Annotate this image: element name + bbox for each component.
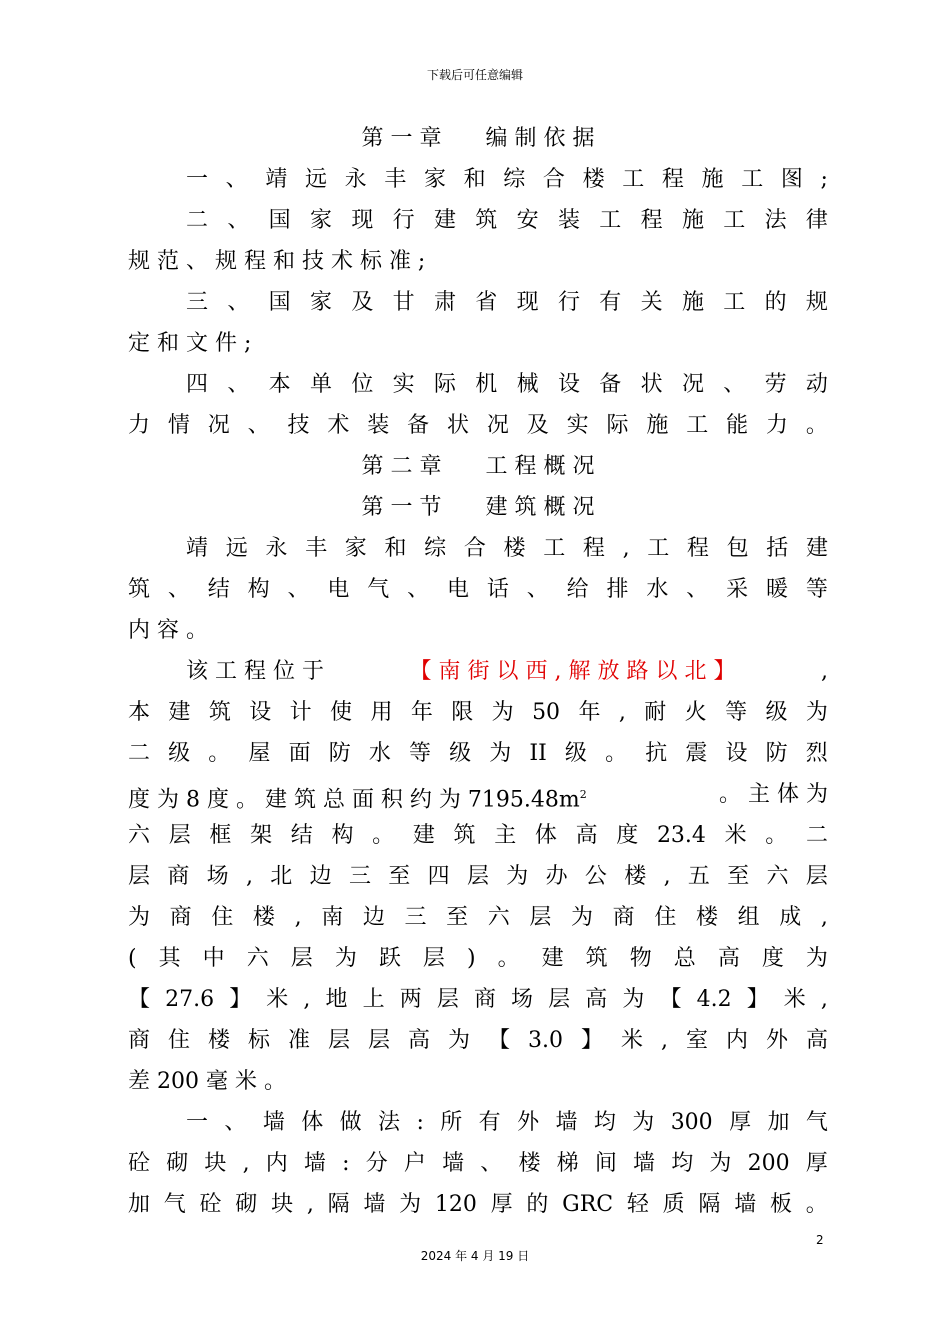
section-1-title: 第 一 节 建 筑 概 况 [361,495,595,520]
area-unit-superscript: 2 [579,788,587,801]
basis-item-1: 一 、 靖 远 永 丰 家 和 综 合 楼 工 程 施 工 图 ; [186,167,828,192]
overview-para-2-line-7: 为 商 住 楼 , 南 边 三 至 六 层 为 商 住 楼 组 成 , [128,905,828,930]
area-text-end: 。 主 体 为 [719,782,828,807]
overview-para-2-line-8: ( 其 中 六 层 为 跃 层 ) 。 建 筑 物 总 高 度 为 [128,946,828,971]
overview-para-2-line-2: 本 建 筑 设 计 使 用 年 限 为 50 年 , 耐 火 等 级 为 [128,700,828,725]
overview-para-2-line-5: 六 层 框 架 结 构 。 建 筑 主 体 高 度 23.4 米 。 二 [128,823,828,848]
overview-para-1-line-1: 靖 远 永 丰 家 和 综 合 楼 工 程 , 工 程 包 括 建 [186,536,828,561]
wall-para-line-3: 加 气 砼 砌 块 , 隔 墙 为 120 厚 的 GRC 轻 质 隔 墙 板 。 [128,1192,828,1217]
basis-item-2-line-2: 规 范 、 规 程 和 技 术 标 准 ; [128,249,426,274]
basis-item-3-line-1: 三 、 国 家 及 甘 肃 省 现 行 有 关 施 工 的 规 [186,290,828,315]
overview-para-2-line-4 [128,774,828,815]
page-header: 下载后可任意编辑 [426,68,523,82]
area-text: 度 为 8 度 。 建 筑 总 面 积 约 为 $7195.48m^2$ [128,787,587,813]
overview-para-1-line-3: 内 容 。 [128,618,208,643]
basis-item-2-line-1: 二 、 国 家 现 行 建 筑 安 装 工 程 施 工 法 律 [186,208,828,233]
overview-para-2-line-3: 二 级 。 屋 面 防 水 等 级 为 II 级 。 抗 震 设 防 烈 [128,741,828,766]
location-highlight: 【 南 街 以 西 , 解 放 路 以 北 】 [409,659,736,684]
basis-item-4-line-2: 力 情 况 、 技 术 装 备 状 况 及 实 际 施 工 能 力 。 [128,413,828,438]
overview-para-2-line-9: 【 27.6 】 米 , 地 上 两 层 商 场 层 高 为 【 4.2 】 米 , [128,987,828,1012]
wall-para-line-1: 一 、 墙 体 做 法 : 所 有 外 墙 均 为 300 厚 加 气 [186,1110,828,1135]
page-footer-date: 2024 年 4 月 19 日 [420,1249,530,1263]
basis-item-3-line-2: 定 和 文 件 ; [128,331,252,356]
overview-para-2-line-1 [128,651,828,692]
chapter-1-title: 第 一 章 编 制 依 据 [361,126,595,151]
overview-para-2-line-11: 差 200 毫 米 。 [128,1069,286,1094]
page-number: 2 [816,1233,824,1247]
overview-para-1-line-2: 筑 、 结 构 、 电 气 、 电 话 、 给 排 水 、 采 暖 等 [128,577,828,602]
location-prefix: 该 工 程 位 于 [186,659,324,684]
location-suffix: , [821,659,828,684]
chapter-2-title: 第 二 章 工 程 概 况 [361,454,595,479]
overview-para-2-line-6: 层 商 场 , 北 边 三 至 四 层 为 办 公 楼 , 五 至 六 层 [128,864,828,889]
document-body [128,118,828,1225]
overview-para-2-line-10: 商 住 楼 标 准 层 层 高 为 【 3.0 】 米 , 室 内 外 高 [128,1028,828,1053]
wall-para-line-2: 砼 砌 块 , 内 墙 : 分 户 墙 、 楼 梯 间 墙 均 为 200 厚 [128,1151,828,1176]
basis-item-4-line-1: 四 、 本 单 位 实 际 机 械 设 备 状 况 、 劳 动 [186,372,828,397]
